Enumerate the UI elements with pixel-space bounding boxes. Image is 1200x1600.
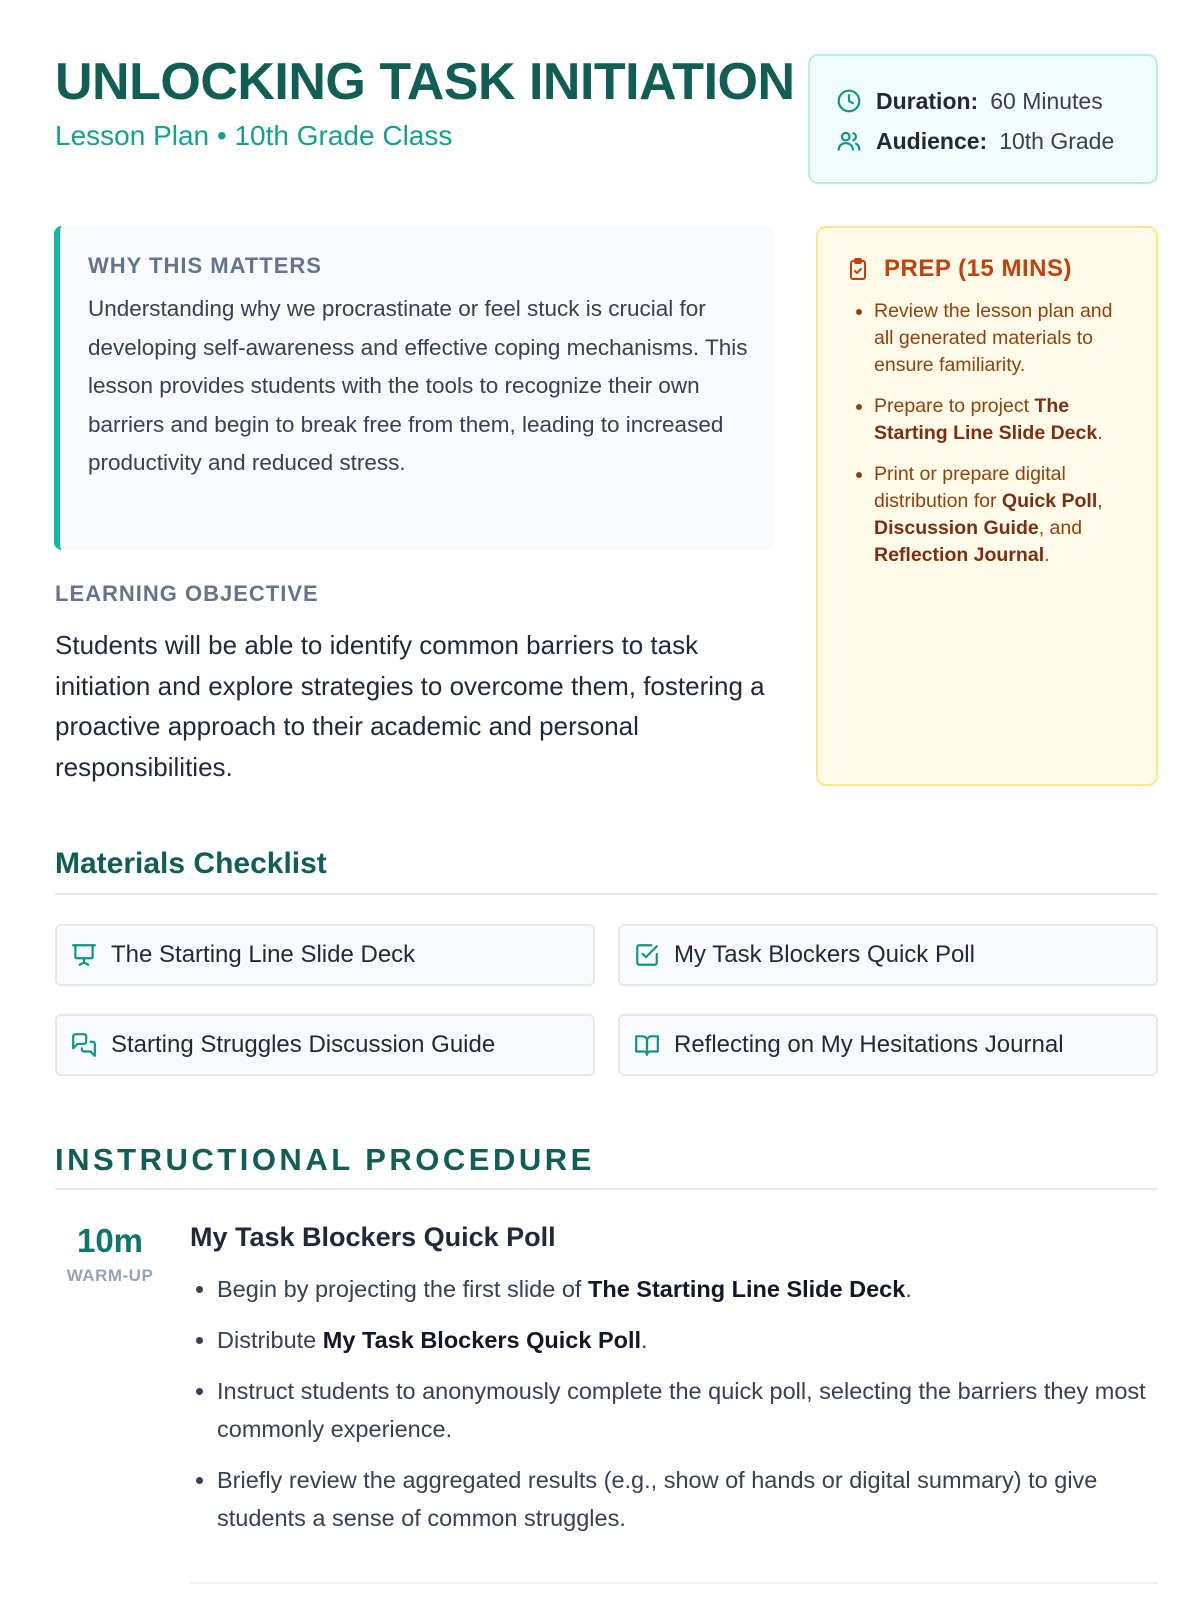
- step-list: [190, 1270, 1158, 1537]
- prep-item: [874, 298, 1134, 379]
- clock-icon: [836, 88, 862, 114]
- clipboard-check-icon: [846, 257, 870, 281]
- material-item-slide-deck[interactable]: [55, 924, 595, 986]
- step-bullet-text: Begin by projecting the first slide of: [217, 1276, 588, 1302]
- prep-item-text: Prepare to project: [874, 395, 1035, 417]
- material-label: Reflecting on My Hesitations Journal: [674, 1031, 1064, 1058]
- step-duration: [55, 1222, 165, 1286]
- audience-value: 10th Grade: [999, 127, 1115, 154]
- prep-item: [874, 393, 1134, 447]
- lesson-meta-card: [808, 54, 1158, 184]
- objective-label: LEARNING OBJECTIVE: [55, 581, 319, 606]
- step-bullet: [217, 1461, 1158, 1537]
- material-label: The Starting Line Slide Deck: [111, 941, 416, 968]
- prep-item-text: ,: [1097, 490, 1103, 512]
- step-bullet-text: Distribute: [217, 1327, 323, 1353]
- prep-card: [816, 226, 1158, 786]
- materials-divider: [55, 893, 1158, 895]
- material-label: My Task Blockers Quick Poll: [674, 941, 975, 968]
- prep-item-text: Review the lesson plan and all generated materials to ensure familiarity.: [874, 300, 1113, 376]
- procedure-title: INSTRUCTIONAL PROCEDURE: [55, 1142, 595, 1177]
- step-bullet-emphasis: My Task Blockers Quick Poll: [322, 1327, 642, 1353]
- procedure-divider: [55, 1188, 1158, 1190]
- chat-icon: [71, 1032, 97, 1058]
- duration-label: Duration:: [876, 87, 979, 114]
- presentation-icon: [71, 942, 97, 968]
- prep-item-emphasis: The Starting Line Slide Deck: [874, 395, 1098, 444]
- prep-item-emphasis: Reflection Journal: [874, 544, 1045, 566]
- material-item-quick-poll[interactable]: [618, 924, 1158, 986]
- prep-item-text: .: [1044, 544, 1050, 566]
- prep-item-text: , and: [1038, 517, 1083, 539]
- audience-label: Audience:: [876, 127, 988, 154]
- step-bullet-text: Briefly review the aggregated results (e.g., show of hands or digital summary) to give students a sense of common struggles.: [217, 1467, 1098, 1531]
- material-item-discussion-guide[interactable]: [55, 1014, 595, 1076]
- step-bullet: [217, 1372, 1158, 1448]
- step-bullet-text: .: [905, 1276, 912, 1302]
- prep-item: [874, 461, 1134, 569]
- material-label: Starting Struggles Discussion Guide: [111, 1031, 496, 1058]
- prep-heading: [846, 254, 1134, 284]
- step-bullet: [217, 1270, 1158, 1308]
- checkbox-icon: [634, 942, 660, 968]
- step-minutes: 10m: [76, 1222, 144, 1259]
- book-icon: [634, 1032, 660, 1058]
- audience-row: [836, 121, 1156, 161]
- step-bullet-emphasis: The Starting Line Slide Deck: [587, 1276, 906, 1302]
- duration-row: [836, 81, 1156, 121]
- prep-item-text: Print or prepare digital distribution for: [874, 463, 1066, 512]
- prep-item-emphasis: Discussion Guide: [874, 517, 1039, 539]
- material-item-journal[interactable]: [618, 1014, 1158, 1076]
- materials-title: Materials Checklist: [55, 847, 327, 880]
- prep-item-emphasis: Quick Poll: [1001, 490, 1098, 512]
- step-body: [190, 1220, 1158, 1550]
- step-bullet: [217, 1321, 1158, 1359]
- page-subtitle: Lesson Plan • 10th Grade Class: [55, 120, 453, 151]
- objective-text: Students will be able to identify common barriers to task initiation and explore strategies to overcome them, fostering a proactive approach to their academic and personal responsibilities.: [55, 630, 765, 782]
- why-label: WHY THIS MATTERS: [88, 253, 322, 278]
- step-title: My Task Blockers Quick Poll: [190, 1222, 556, 1252]
- step-divider: [190, 1582, 1158, 1584]
- why-text: Understanding why we procrastinate or feel stuck is crucial for developing self-awareness and effective coping mechanisms. This lesson provides students with the tools to recognize their own barriers and begin to break free from them, leading to increased productivity and reduced stress.: [88, 296, 748, 475]
- prep-title: PREP (15 MINS): [884, 255, 1072, 282]
- step-phase: WARM-UP: [66, 1266, 154, 1285]
- prep-list: [846, 298, 1134, 569]
- why-this-matters-box: [54, 226, 774, 550]
- duration-value: 60 Minutes: [990, 87, 1103, 114]
- prep-item-text: .: [1097, 422, 1103, 444]
- step-bullet-text: .: [641, 1327, 648, 1353]
- users-icon: [836, 128, 862, 154]
- step-bullet-text: Instruct students to anonymously complete the quick poll, selecting the barriers they most commonly experience.: [217, 1378, 1146, 1442]
- page-title: UNLOCKING TASK INITIATION: [55, 53, 795, 111]
